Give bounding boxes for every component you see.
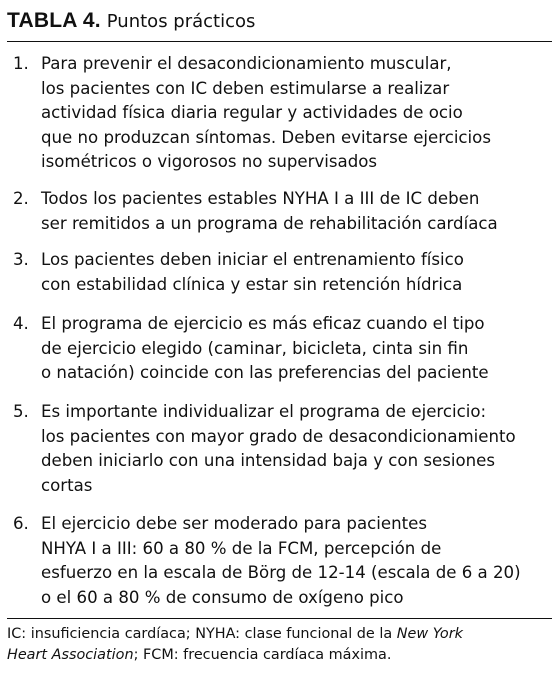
item-line: deben iniciarlo con una intensidad baja y con sesiones xyxy=(41,451,495,471)
item-line: o el 60 a 80 % de consumo de oxígeno pico xyxy=(41,587,404,607)
item-line: esfuerzo en la escala de Börg de 12-14 (escala de 6 a 20) xyxy=(41,563,521,583)
item-line: que no produzcan síntomas. Deben evitarse ejercicios xyxy=(41,127,491,147)
item-text xyxy=(41,52,552,175)
footnote-text: IC: insuficiencia cardíaca; NYHA: clase funcional de la xyxy=(7,626,397,642)
item-number: 6. xyxy=(13,514,29,533)
item-line: o natación) coincide con las preferencias del paciente xyxy=(41,363,489,383)
table-heading: Puntos prácticos xyxy=(106,11,256,32)
item-number: 5. xyxy=(13,402,29,421)
table-footnote xyxy=(7,624,552,666)
item-number: 3. xyxy=(13,250,29,269)
bottom-rule xyxy=(7,618,552,619)
item-line: El ejercicio debe ser moderado para pacientes xyxy=(41,514,427,533)
item-text xyxy=(41,312,552,386)
item-text xyxy=(41,248,552,297)
item-line: ser remitidos a un programa de rehabilitación cardíaca xyxy=(41,213,498,233)
footnote-line-1 xyxy=(7,624,552,645)
footnote-text: ; FCM: frecuencia cardíaca máxima. xyxy=(133,647,392,663)
top-rule xyxy=(7,41,552,42)
item-line: Para prevenir el desacondicionamiento muscular, xyxy=(41,54,452,73)
footnote-italic-text: New York xyxy=(396,626,463,642)
item-number: 2. xyxy=(13,189,29,208)
item-text xyxy=(41,400,552,498)
item-text xyxy=(41,512,552,610)
footnote-line-2 xyxy=(7,645,552,666)
item-line: Todos los pacientes estables NYHA I a III de IC deben xyxy=(41,189,480,208)
item-line: isométricos o vigorosos no supervisados xyxy=(41,152,378,172)
item-line: los pacientes con IC deben estimularse a realizar xyxy=(41,78,450,98)
item-number: 4. xyxy=(13,314,29,333)
item-line: los pacientes con mayor grado de desacondicionamiento xyxy=(41,426,516,446)
item-line: Es importante individualizar el programa de ejercicio: xyxy=(41,402,487,421)
item-number: 1. xyxy=(13,54,29,73)
footnote-italic-text: Heart Association xyxy=(7,647,134,663)
table-title xyxy=(7,8,255,35)
item-text xyxy=(41,187,552,236)
item-line: NHYA I a III: 60 a 80 % de la FCM, percepción de xyxy=(41,538,442,558)
table-label: TABLA 4. xyxy=(7,9,101,32)
item-line: cortas xyxy=(41,475,93,495)
item-line: El programa de ejercicio es más eficaz cuando el tipo xyxy=(41,314,485,333)
item-line: actividad física diaria regular y actividades de ocio xyxy=(41,103,463,123)
item-line: de ejercicio elegido (caminar, bicicleta, cinta sin fin xyxy=(41,338,469,358)
item-line: con estabilidad clínica y estar sin retención hídrica xyxy=(41,274,463,294)
item-line: Los pacientes deben iniciar el entrenamiento físico xyxy=(41,250,464,269)
